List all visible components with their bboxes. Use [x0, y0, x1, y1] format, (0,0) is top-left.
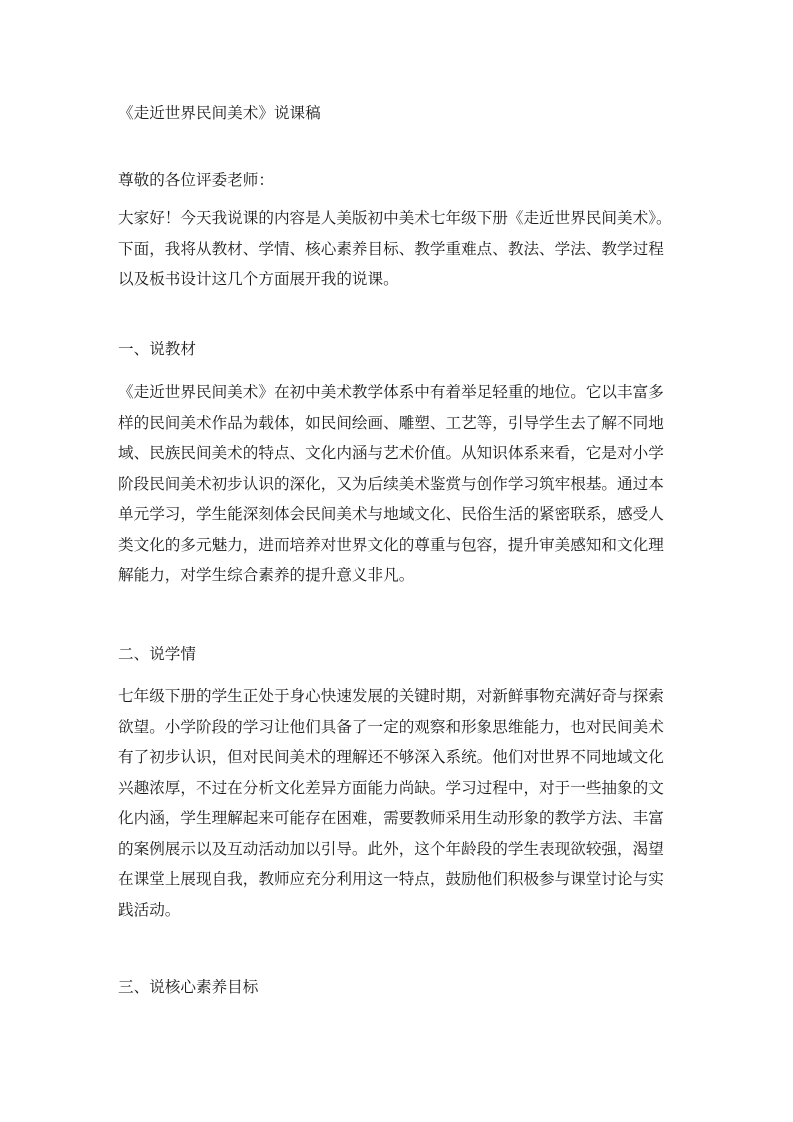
section-heading-students: 二、说学情: [118, 645, 196, 663]
section-students-paragraph: [118, 681, 678, 925]
paragraph-line: 《走近世界民间美术》在初中美术教学体系中有着举足轻重的地位。它以丰富多: [118, 383, 664, 401]
paragraph-line: 有了初步认识，但对民间美术的理解还不够深入系统。他们对世界不同地域文化: [118, 748, 664, 766]
paragraph-line: 欲望。小学阶段的学习让他们具备了一定的观察和形象思维能力，也对民间美术: [118, 717, 664, 736]
paragraph-line: 单元学习，学生能深刻体会民间美术与地域文化、民俗生活的紧密联系，感受人: [118, 505, 664, 523]
paragraph-line: 阶段民间美术初步认识的深化，又为后续美术鉴赏与创作学习筑牢根基。通过本: [118, 474, 664, 493]
paragraph-line: 七年级下册的学生正处于身心快速发展的关键时期，对新鲜事物充满好奇与探索: [118, 687, 664, 705]
paragraph-line: 在课堂上展现自我，教师应充分利用这一特点，鼓励他们积极参与课堂讨论与实: [118, 870, 664, 888]
intro-line: 大家好！今天我说课的内容是人美版初中美术七年级下册《走近世界民间美术》。: [118, 209, 672, 227]
document-title: 《走近世界民间美术》说课稿: [118, 104, 321, 122]
paragraph-line: 样的民间美术作品为载体，如民间绘画、雕塑、工艺等，引导学生去了解不同地: [118, 413, 664, 432]
paragraph-line: 类文化的多元魅力，进而培养对世界文化的尊重与包容，提升审美感知和文化理: [118, 535, 664, 554]
intro-paragraph: [118, 203, 678, 295]
intro-line: 以及板书设计这几个方面展开我的说课。: [118, 270, 399, 288]
paragraph-line: 兴趣浓厚，不过在分析文化差异方面能力尚缺。学习过程中，对于一些抽象的文: [118, 778, 664, 797]
paragraph-line: 化内涵，学生理解起来可能存在困难，需要教师采用生动形象的教学方法、丰富: [118, 809, 664, 827]
section-heading-core-literacy: 三、说核心素养目标: [118, 978, 259, 996]
section-heading-textbook: 一、说教材: [118, 340, 196, 358]
paragraph-line: 的案例展示以及互动活动加以引导。此外，这个年龄段的学生表现欲较强，渴望: [118, 839, 664, 858]
paragraph-line: 域、民族民间美术的特点、文化内涵与艺术价值。从知识体系来看，它是对小学: [118, 444, 664, 462]
greeting: 尊敬的各位评委老师：: [118, 171, 274, 189]
section-textbook-paragraph: [118, 377, 678, 591]
intro-line: 下面，我将从教材、学情、核心素养目标、教学重难点、教法、学法、教学过程: [118, 239, 664, 258]
paragraph-line: 践活动。: [118, 900, 181, 919]
paragraph-line: 解能力，对学生综合素养的提升意义非凡。: [118, 566, 415, 584]
